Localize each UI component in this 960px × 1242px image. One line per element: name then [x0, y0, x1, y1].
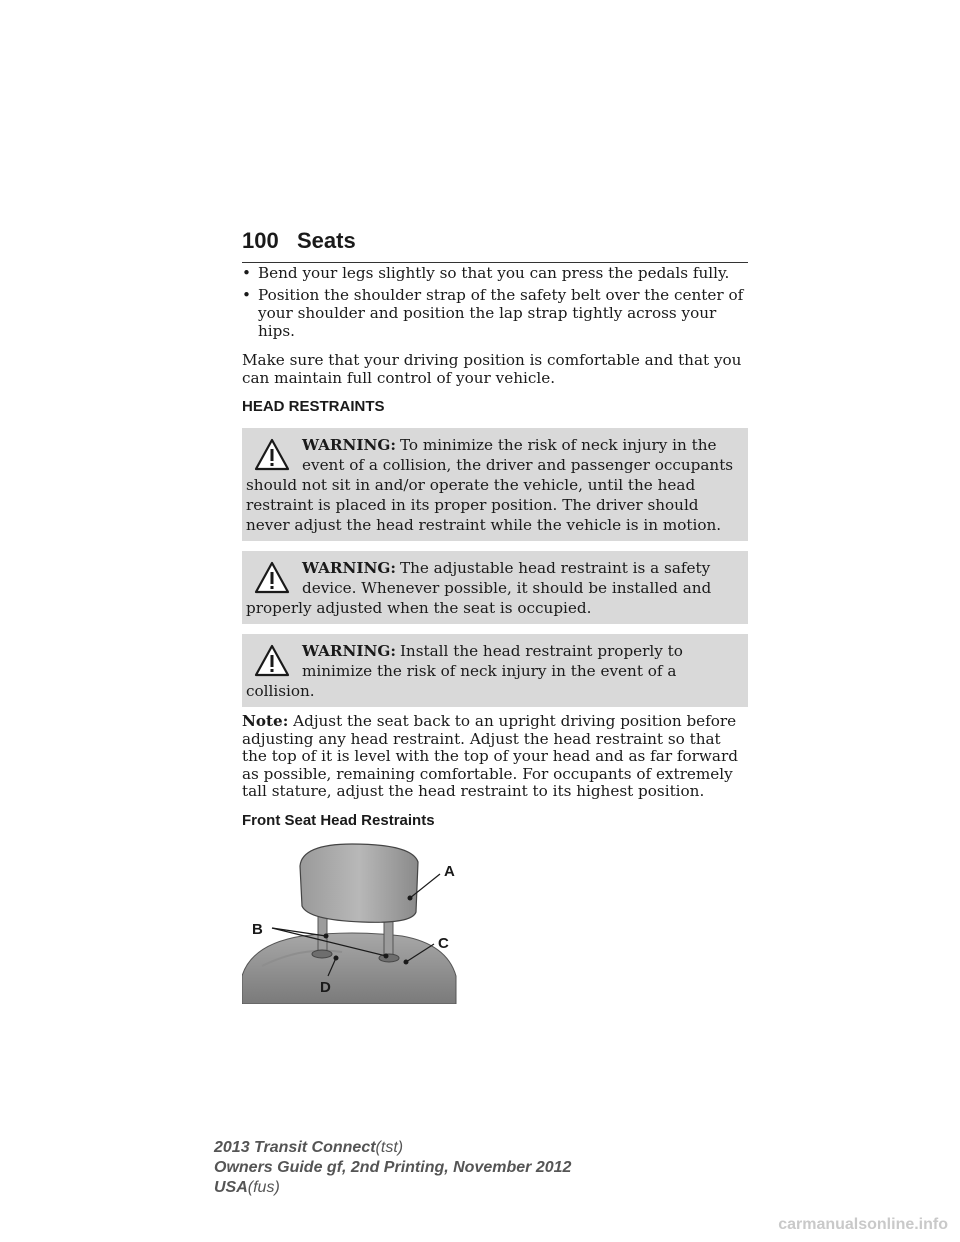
- warning-text: Install the head restraint properly to minimize the risk of neck injury in the event of a collision.: [246, 642, 683, 700]
- page-number: 100: [242, 228, 279, 253]
- warning-triangle-icon: [254, 643, 290, 679]
- warning-triangle-icon: [254, 560, 290, 596]
- warning-text: The adjustable head restraint is a safety device. Whenever possible, it should be installed and properly adjusted when the seat is occupied.: [246, 559, 712, 617]
- footer-market-code: (fus): [247, 1179, 280, 1196]
- page-footer: [214, 1138, 571, 1198]
- head-restraint-illustration: [242, 836, 458, 1004]
- note-paragraph: [242, 713, 748, 801]
- bullet-item: [242, 264, 748, 282]
- warning-lead: WARNING:: [302, 642, 396, 660]
- footer-model-code: (tst): [375, 1139, 404, 1156]
- footer-guide-info: Owners Guide gf, 2nd Printing, November 2012: [214, 1159, 572, 1176]
- note-lead: Note:: [242, 712, 289, 730]
- bullet-item: [242, 286, 748, 340]
- paragraph: Make sure that your driving position is comfortable and that you can maintain full control of your vehicle.: [242, 351, 742, 387]
- page-header: [242, 228, 748, 263]
- section-title: Seats: [297, 228, 356, 253]
- warning-triangle-icon: [254, 437, 290, 473]
- warning-lead: WARNING:: [302, 559, 396, 577]
- label-a: A: [444, 862, 455, 880]
- warning-box: [242, 551, 748, 624]
- warning-text: To minimize the risk of neck injury in the event of a collision, the driver and passenger occupants should not sit in and/or operate the vehicle, until the head restraint is placed in its proper position. The driver should never adjust the head restraint while the vehicle is in motion.: [246, 436, 734, 534]
- footer-model: 2013 Transit Connect: [214, 1139, 376, 1156]
- footer-line-1: [214, 1138, 571, 1158]
- page-body: [242, 264, 748, 1004]
- subsection-heading: Front Seat Head Restraints: [242, 811, 435, 829]
- footer-market: USA: [214, 1179, 248, 1196]
- bullet-icon: •: [242, 264, 251, 282]
- bullet-text: Bend your legs slightly so that you can press the pedals fully.: [258, 264, 730, 282]
- note-text: Adjust the seat back to an upright driving position before adjusting any head restraint. Adjust the head restraint so that the top of it is level with the top of your head and as far forward as possible, remaining comfortable. For occupants of extremely tall stature, adjust the head restraint to its highest position.: [242, 712, 738, 800]
- label-d: D: [320, 978, 331, 996]
- bullet-icon: •: [242, 286, 251, 304]
- watermark: carmanualsonline.info: [778, 1216, 948, 1233]
- warning-box: [242, 634, 748, 707]
- head-restraint-figure: [242, 836, 458, 1004]
- label-c: C: [438, 934, 449, 952]
- label-b: B: [252, 920, 263, 938]
- bullet-text: Position the shoulder strap of the safety belt over the center of your shoulder and position the lap strap tightly across your hips.: [258, 286, 744, 340]
- footer-line-2: [214, 1158, 571, 1178]
- section-heading: HEAD RESTRAINTS: [242, 398, 385, 415]
- warning-box: [242, 428, 748, 541]
- warning-lead: WARNING:: [302, 436, 396, 454]
- footer-line-3: [214, 1178, 571, 1198]
